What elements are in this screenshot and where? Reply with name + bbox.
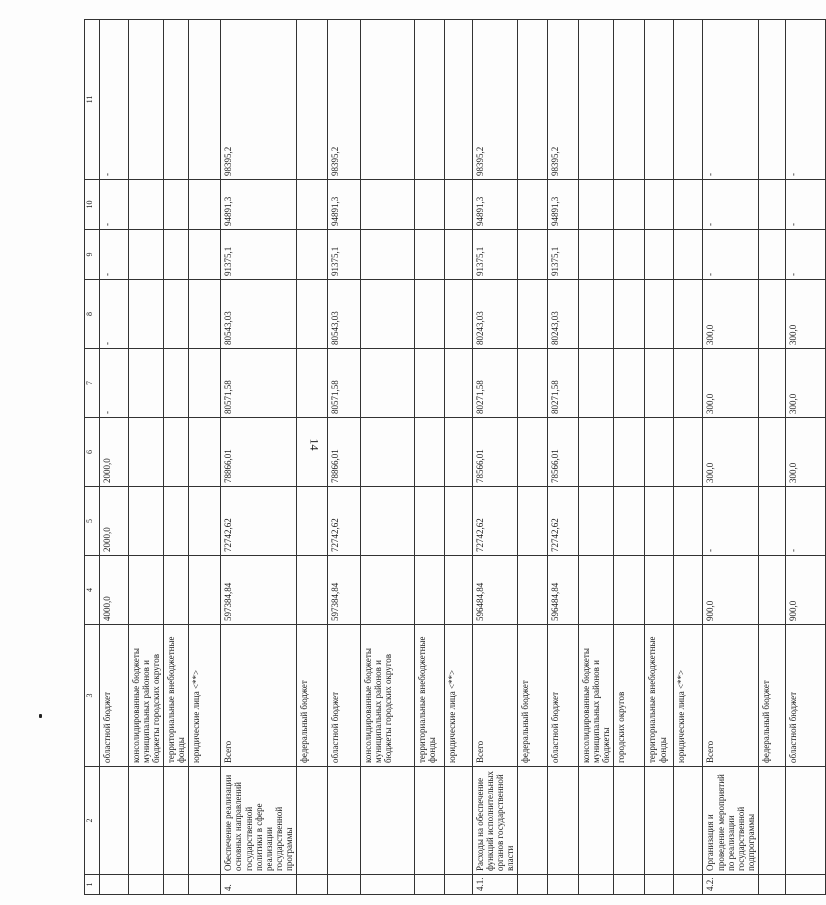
amount-cell: - — [785, 180, 825, 230]
amount-cell — [414, 20, 444, 180]
amount-cell — [579, 180, 614, 230]
funding-source-cell: областной бюджет — [785, 625, 825, 767]
amount-cell — [518, 280, 548, 349]
amount-cell: 300,0 — [785, 280, 825, 349]
amount-cell: - — [100, 280, 129, 349]
amount-cell: - — [100, 180, 129, 230]
column-number-cell: 4 — [85, 556, 100, 625]
amount-cell: 300,0 — [703, 280, 758, 349]
amount-cell — [614, 418, 645, 487]
amount-cell: 98395,2 — [327, 20, 360, 180]
item-name-cell — [164, 767, 189, 875]
table-row — [758, 20, 785, 895]
item-name-cell — [129, 767, 164, 875]
amount-cell — [296, 349, 327, 418]
amount-cell — [674, 418, 703, 487]
amount-cell: 94891,3 — [472, 180, 517, 230]
funding-source-cell: юридические лица <**> — [444, 625, 472, 767]
table-row — [518, 20, 548, 895]
amount-cell — [164, 230, 189, 280]
funding-source-cell: областной бюджет — [548, 625, 579, 767]
amount-cell: 80543,03 — [221, 280, 297, 349]
item-number-cell — [327, 875, 360, 895]
amount-cell — [579, 556, 614, 625]
table-row — [674, 20, 703, 895]
amount-cell: - — [785, 20, 825, 180]
amount-cell — [360, 556, 414, 625]
amount-cell — [129, 556, 164, 625]
item-number-cell: 4. — [221, 875, 297, 895]
amount-cell — [414, 180, 444, 230]
funding-source-cell: Всего — [221, 625, 297, 767]
amount-cell: 300,0 — [785, 418, 825, 487]
funding-source-cell: федеральный бюджет — [518, 625, 548, 767]
amount-cell: 80243,03 — [548, 280, 579, 349]
amount-cell — [444, 20, 472, 180]
item-number-cell — [645, 875, 674, 895]
table-row — [129, 20, 164, 895]
amount-cell — [296, 487, 327, 556]
amount-cell — [296, 20, 327, 180]
amount-cell: 2000,0 — [100, 487, 129, 556]
amount-cell — [579, 487, 614, 556]
amount-cell: 91375,1 — [472, 230, 517, 280]
funding-source-cell: консолидированные бюджеты муниципальных районов и бюджеты — [579, 625, 614, 767]
amount-cell: - — [703, 230, 758, 280]
column-number-cell: 1 — [85, 875, 100, 895]
budget-table-container — [84, 20, 798, 895]
amount-cell — [645, 20, 674, 180]
table-row — [645, 20, 674, 895]
amount-cell — [758, 556, 785, 625]
funding-source-cell: консолидированные бюджеты муниципальных районов и бюджеты городских округов — [360, 625, 414, 767]
amount-cell: 72742,62 — [327, 487, 360, 556]
amount-cell — [360, 418, 414, 487]
amount-cell: 91375,1 — [221, 230, 297, 280]
item-number-cell — [360, 875, 414, 895]
amount-cell: 596484,84 — [548, 556, 579, 625]
amount-cell — [758, 230, 785, 280]
amount-cell — [674, 280, 703, 349]
amount-cell — [758, 487, 785, 556]
amount-cell — [296, 556, 327, 625]
table-row — [327, 20, 360, 895]
item-name-cell: Обеспечение реализации основных направлений государственной политики в сфере реализации государственной программы — [221, 767, 297, 875]
item-number-cell — [100, 875, 129, 895]
amount-cell: 78866,01 — [327, 418, 360, 487]
amount-cell — [360, 349, 414, 418]
amount-cell: 900,0 — [703, 556, 758, 625]
column-number-cell: 11 — [85, 20, 100, 180]
amount-cell — [518, 487, 548, 556]
amount-cell: 596484,84 — [472, 556, 517, 625]
amount-cell — [674, 349, 703, 418]
amount-cell: 597384,84 — [327, 556, 360, 625]
amount-cell — [164, 349, 189, 418]
amount-cell — [758, 180, 785, 230]
amount-cell — [518, 230, 548, 280]
item-name-cell — [360, 767, 414, 875]
amount-cell — [444, 180, 472, 230]
item-number-cell: 4.2. — [703, 875, 758, 895]
item-name-cell — [785, 767, 825, 875]
amount-cell: 300,0 — [703, 349, 758, 418]
amount-cell — [360, 230, 414, 280]
amount-cell — [674, 180, 703, 230]
amount-cell — [164, 280, 189, 349]
item-name-cell: Организация и проведение мероприятий по реализации государственной подпрограммы — [703, 767, 758, 875]
table-row — [414, 20, 444, 895]
column-number-cell: 9 — [85, 230, 100, 280]
amount-cell: 80571,58 — [221, 349, 297, 418]
amount-cell — [360, 180, 414, 230]
table-row — [444, 20, 472, 895]
item-number-cell — [518, 875, 548, 895]
column-number-cell: 2 — [85, 767, 100, 875]
amount-cell: 80543,03 — [327, 280, 360, 349]
funding-source-cell: юридические лица <**> — [674, 625, 703, 767]
amount-cell — [296, 280, 327, 349]
amount-cell — [645, 487, 674, 556]
amount-cell — [189, 418, 221, 487]
amount-cell — [414, 556, 444, 625]
item-number-cell: 4.1. — [472, 875, 517, 895]
amount-cell: 72742,62 — [472, 487, 517, 556]
amount-cell — [444, 418, 472, 487]
amount-cell — [645, 280, 674, 349]
amount-cell — [758, 20, 785, 180]
funding-source-cell: федеральный бюджет — [758, 625, 785, 767]
item-name-cell — [518, 767, 548, 875]
item-name-cell — [674, 767, 703, 875]
amount-cell — [614, 349, 645, 418]
item-number-cell — [164, 875, 189, 895]
amount-cell: 98395,2 — [221, 20, 297, 180]
amount-cell: 78866,01 — [221, 418, 297, 487]
funding-source-cell: Всего — [703, 625, 758, 767]
budget-table — [84, 19, 826, 895]
amount-cell — [414, 349, 444, 418]
amount-cell — [189, 280, 221, 349]
amount-cell — [164, 556, 189, 625]
amount-cell — [164, 418, 189, 487]
item-name-cell — [614, 767, 645, 875]
amount-cell — [189, 230, 221, 280]
funding-source-cell: федеральный бюджет — [296, 625, 327, 767]
amount-cell — [444, 230, 472, 280]
item-number-cell — [296, 875, 327, 895]
amount-cell — [189, 487, 221, 556]
amount-cell — [414, 230, 444, 280]
item-number-cell — [785, 875, 825, 895]
amount-cell: - — [703, 20, 758, 180]
amount-cell — [614, 180, 645, 230]
funding-source-cell: территориальные внебюджетные фонды — [164, 625, 189, 767]
amount-cell: 78566,01 — [472, 418, 517, 487]
item-name-cell — [758, 767, 785, 875]
table-row — [785, 20, 825, 895]
item-number-cell — [414, 875, 444, 895]
amount-cell — [645, 556, 674, 625]
funding-source-cell: территориальные внебюджетные фонды — [414, 625, 444, 767]
amount-cell — [518, 418, 548, 487]
table-row — [100, 20, 129, 895]
amount-cell — [360, 487, 414, 556]
amount-cell: - — [100, 20, 129, 180]
amount-cell: 98395,2 — [548, 20, 579, 180]
item-name-cell — [414, 767, 444, 875]
amount-cell — [758, 418, 785, 487]
table-row — [614, 20, 645, 895]
item-number-cell — [579, 875, 614, 895]
amount-cell: - — [100, 349, 129, 418]
amount-cell — [674, 487, 703, 556]
table-row — [296, 20, 327, 895]
funding-source-cell: областной бюджет — [100, 625, 129, 767]
item-number-cell — [674, 875, 703, 895]
amount-cell: 80271,58 — [472, 349, 517, 418]
amount-cell: 900,0 — [785, 556, 825, 625]
amount-cell: 94891,3 — [221, 180, 297, 230]
amount-cell: 80271,58 — [548, 349, 579, 418]
amount-cell — [614, 487, 645, 556]
amount-cell — [129, 180, 164, 230]
column-number-cell: 6 — [85, 418, 100, 487]
amount-cell: 80571,58 — [327, 349, 360, 418]
item-name-cell — [189, 767, 221, 875]
amount-cell — [674, 556, 703, 625]
amount-cell — [129, 280, 164, 349]
amount-cell: 91375,1 — [548, 230, 579, 280]
amount-cell — [444, 349, 472, 418]
amount-cell — [296, 180, 327, 230]
amount-cell — [518, 180, 548, 230]
amount-cell: 72742,62 — [548, 487, 579, 556]
amount-cell — [579, 20, 614, 180]
amount-cell — [645, 349, 674, 418]
amount-cell: - — [703, 180, 758, 230]
amount-cell — [444, 556, 472, 625]
amount-cell — [518, 556, 548, 625]
column-number-cell: 3 — [85, 625, 100, 767]
amount-cell: - — [100, 230, 129, 280]
amount-cell — [614, 556, 645, 625]
amount-cell: 94891,3 — [548, 180, 579, 230]
amount-cell — [614, 280, 645, 349]
amount-cell — [164, 180, 189, 230]
amount-cell: 4000,0 — [100, 556, 129, 625]
amount-cell — [645, 418, 674, 487]
item-name-cell: Расходы на обеспечение функций исполнительных органов государственной власти — [472, 767, 517, 875]
amount-cell — [164, 20, 189, 180]
amount-cell — [579, 230, 614, 280]
item-name-cell — [327, 767, 360, 875]
item-name-cell — [444, 767, 472, 875]
item-number-cell — [614, 875, 645, 895]
amount-cell — [296, 230, 327, 280]
amount-cell — [189, 349, 221, 418]
item-name-cell — [645, 767, 674, 875]
column-number-cell: 10 — [85, 180, 100, 230]
table-row — [703, 20, 758, 895]
table-row — [189, 20, 221, 895]
amount-cell — [129, 20, 164, 180]
amount-cell — [579, 418, 614, 487]
amount-cell — [129, 349, 164, 418]
funding-source-cell: юридические лица <**> — [189, 625, 221, 767]
amount-cell — [758, 349, 785, 418]
amount-cell — [518, 20, 548, 180]
table-row — [221, 20, 297, 895]
amount-cell — [129, 487, 164, 556]
amount-cell — [614, 20, 645, 180]
table-row — [472, 20, 517, 895]
item-name-cell — [100, 767, 129, 875]
amount-cell: 98395,2 — [472, 20, 517, 180]
amount-cell — [414, 418, 444, 487]
amount-cell — [164, 487, 189, 556]
amount-cell — [189, 20, 221, 180]
scan-mark — [39, 714, 42, 718]
funding-source-cell: Всего — [472, 625, 517, 767]
column-number-cell: 7 — [85, 349, 100, 418]
amount-cell: - — [703, 487, 758, 556]
amount-cell — [129, 230, 164, 280]
amount-cell — [189, 180, 221, 230]
amount-cell — [674, 20, 703, 180]
amount-cell: 72742,62 — [221, 487, 297, 556]
item-number-cell — [548, 875, 579, 895]
funding-source-cell: областной бюджет — [327, 625, 360, 767]
amount-cell — [444, 280, 472, 349]
item-name-cell — [548, 767, 579, 875]
amount-cell — [518, 349, 548, 418]
amount-cell — [579, 349, 614, 418]
table-row — [164, 20, 189, 895]
amount-cell: 597384,84 — [221, 556, 297, 625]
amount-cell: - — [785, 230, 825, 280]
amount-cell — [414, 487, 444, 556]
amount-cell — [579, 280, 614, 349]
amount-cell — [444, 487, 472, 556]
item-number-cell — [189, 875, 221, 895]
item-number-cell — [758, 875, 785, 895]
amount-cell: 80243,03 — [472, 280, 517, 349]
column-number-cell: 8 — [85, 280, 100, 349]
amount-cell: - — [785, 487, 825, 556]
amount-cell: 91375,1 — [327, 230, 360, 280]
amount-cell: 78566,01 — [548, 418, 579, 487]
amount-cell — [189, 556, 221, 625]
amount-cell — [360, 20, 414, 180]
amount-cell — [674, 230, 703, 280]
amount-cell — [414, 280, 444, 349]
amount-cell — [645, 230, 674, 280]
amount-cell: 2000,0 — [100, 418, 129, 487]
header-row — [85, 20, 100, 895]
table-row — [548, 20, 579, 895]
item-name-cell — [579, 767, 614, 875]
item-name-cell — [296, 767, 327, 875]
amount-cell: 94891,3 — [327, 180, 360, 230]
item-number-cell — [444, 875, 472, 895]
amount-cell — [129, 418, 164, 487]
column-number-cell: 5 — [85, 487, 100, 556]
table-row — [360, 20, 414, 895]
amount-cell — [614, 230, 645, 280]
funding-source-cell: городских округов — [614, 625, 645, 767]
amount-cell — [360, 280, 414, 349]
funding-source-cell: консолидированные бюджеты муниципальных районов и бюджеты городских округов — [129, 625, 164, 767]
amount-cell: 300,0 — [703, 418, 758, 487]
amount-cell — [758, 280, 785, 349]
amount-cell — [296, 418, 327, 487]
item-number-cell — [129, 875, 164, 895]
amount-cell — [645, 180, 674, 230]
amount-cell: 300,0 — [785, 349, 825, 418]
table-row — [579, 20, 614, 895]
funding-source-cell: территориальные внебюджетные фонды — [645, 625, 674, 767]
page-number: 14 — [307, 438, 322, 451]
